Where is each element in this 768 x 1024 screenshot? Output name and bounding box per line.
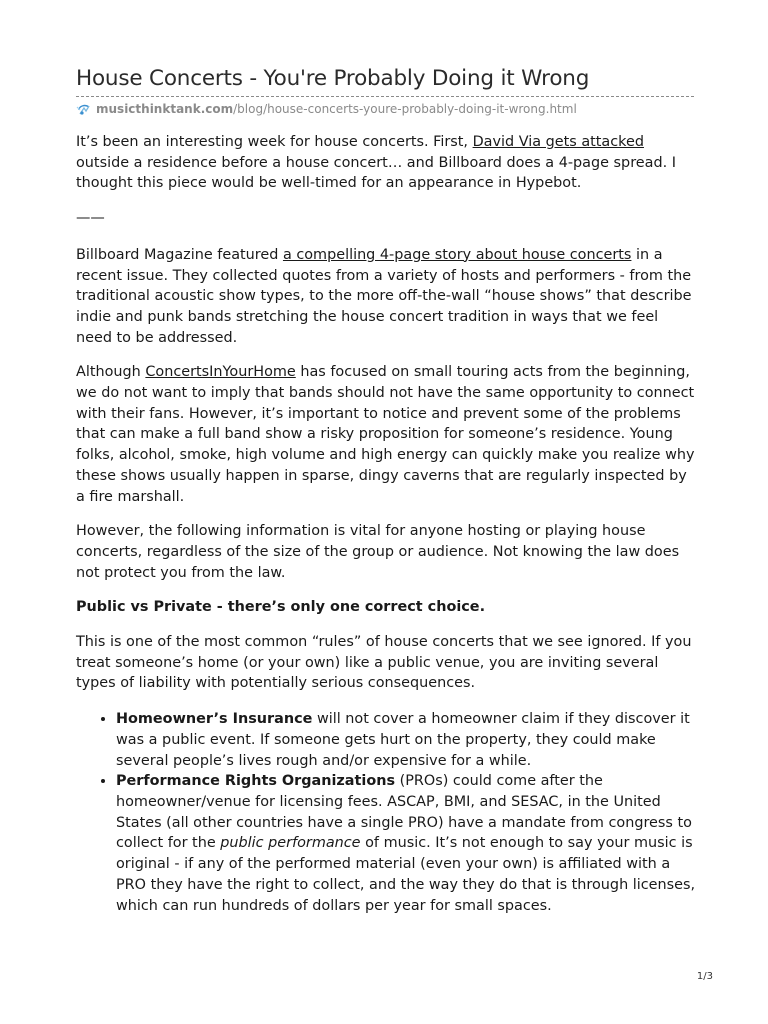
site-favicon-icon: [76, 101, 92, 117]
document-page: [76, 62, 696, 916]
list-item: • Performance Rights Organizations (PROs) could come after the homeowner/venue for licensing fees. ASCAP, BMI, and SESAC, in the United States (all other countries have a single PRO) have a mandate from congress to collect for the public performance of music. It’s not enough to say your music is original - if any of the performed material (even your own) is affiliated with a PRO they have the right to collect, and the way they do that is through licenses, which can run hundreds of dollars per year for small spaces.: [116, 771, 696, 916]
bullet-list: [76, 709, 696, 916]
separator: ——: [76, 210, 105, 227]
article-body: [76, 132, 696, 916]
source-line: [76, 100, 696, 118]
page-number: 1/3: [696, 971, 713, 982]
paragraph: However, the following information is vital for anyone hosting or playing house concerts, regardless of the size of the group or audience. Not knowing the law does not protect you from the law.: [76, 523, 680, 581]
paragraph: This is one of the most common “rules” of house concerts that we see ignored. If you treat someone’s home (or your own) like a public venue, you are inviting several types of liability with potentially serious consequences.: [76, 634, 692, 692]
source-path: /blog/house-concerts-youre-probably-doing-it-wrong.html: [233, 102, 577, 116]
article-title: House Concerts - You're Probably Doing it Wrong: [76, 66, 590, 91]
source-domain: musicthinktank.com: [96, 102, 234, 116]
paragraph: Although ConcertsInYourHome has focused on small touring acts from the beginning, we do not want to imply that bands should not have the same opportunity to connect with their fans. However, it’s important to notice and prevent some of the problems that can make a full band show a risky proposition for someone’s residence. Young folks, alcohol, smoke, high volume and high energy can quickly make you realize why these shows usually happen in sparse, dingy caverns that are regularly inspected by a fire marshall.: [76, 364, 695, 505]
section-heading: Public vs Private - there’s only one correct choice.: [76, 599, 486, 616]
title-divider: [76, 96, 694, 97]
paragraph: Billboard Magazine featured a compelling 4-page story about house concerts in a recent issue. They collected quotes from a variety of hosts and performers - from the traditional acoustic show types, to the more off-the-wall “house shows” that describe indie and punk bands stretching the house concert tradition in ways that we feel need to be addressed.: [76, 246, 692, 346]
list-item: • Homeowner’s Insurance will not cover a homeowner claim if they discover it was a public event. If someone gets hurt on the property, they could make several people’s lives rough and/or expensive for a while.: [116, 709, 696, 771]
link-concertsinyourhome[interactable]: ConcertsInYourHome: [145, 364, 296, 381]
paragraph: It’s been an interesting week for house concerts. First, David Via gets attacked outside a residence before a house concert… and Billboard does a 4-page spread. I thought this piece would be well-timed for an appearance in Hypebot.: [76, 134, 676, 192]
link-billboard-story[interactable]: a compelling 4-page story about house concerts: [282, 246, 632, 263]
link-david-via[interactable]: David Via gets attacked: [472, 134, 644, 150]
